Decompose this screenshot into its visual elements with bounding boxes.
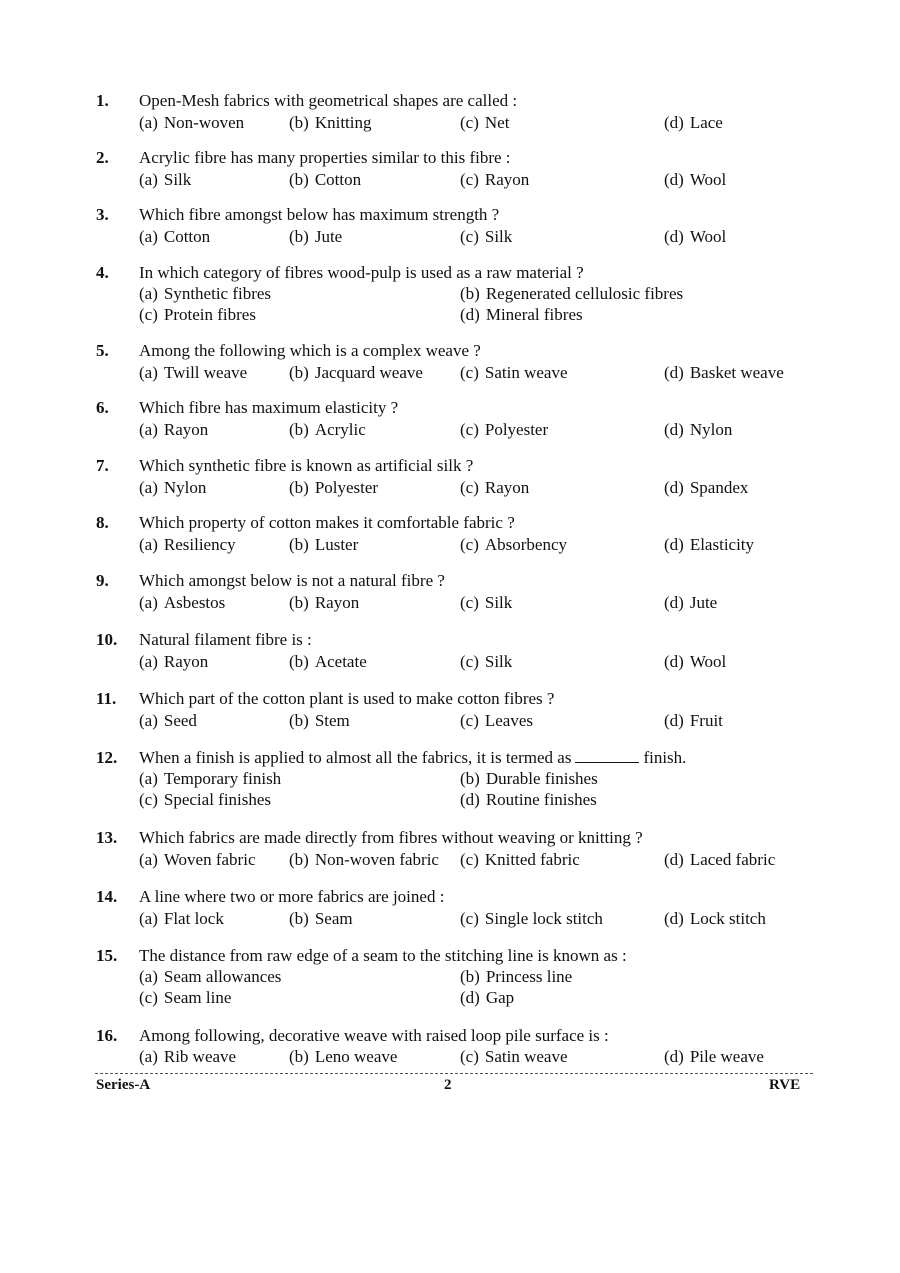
option-a xyxy=(139,113,244,133)
question-text: The distance from raw edge of a seam to the stitching line is known as : xyxy=(139,946,627,965)
option-text: Rib weave xyxy=(163,1047,237,1066)
option-text: Jute xyxy=(689,593,718,612)
option-text: Protein fibres xyxy=(163,305,256,324)
option-d xyxy=(664,170,726,190)
option-d xyxy=(664,652,726,672)
option-text: Temporary finish xyxy=(163,769,282,788)
option-label: (b) xyxy=(460,284,480,303)
option-label: (d) xyxy=(664,420,684,439)
question-number: 11. xyxy=(96,689,117,708)
option-a xyxy=(139,284,271,304)
option-text: Silk xyxy=(163,170,192,189)
question-number: 12. xyxy=(96,748,118,767)
option-label: (b) xyxy=(289,593,309,612)
option-label: (d) xyxy=(664,1047,684,1066)
option-d xyxy=(460,305,583,325)
question-text: Natural filament fibre is : xyxy=(139,630,312,649)
option-text: Twill weave xyxy=(163,363,248,382)
option-c xyxy=(460,478,529,498)
option-label: (c) xyxy=(139,305,158,324)
question-text: Among the following which is a complex weave ? xyxy=(139,341,481,360)
option-label: (a) xyxy=(139,363,158,382)
option-d xyxy=(664,227,726,247)
option-a xyxy=(139,535,236,555)
option-label: (c) xyxy=(139,988,158,1007)
option-a xyxy=(139,478,206,498)
option-a xyxy=(139,593,225,613)
question-text-before: When a finish is applied to almost all the fabrics, it is termed as xyxy=(139,748,572,767)
option-text: Non-woven xyxy=(163,113,245,132)
option-text: Wool xyxy=(689,170,727,189)
option-text: Rayon xyxy=(314,593,360,612)
option-a xyxy=(139,769,281,789)
option-label: (c) xyxy=(460,593,479,612)
option-text: Special finishes xyxy=(163,790,272,809)
option-d xyxy=(664,363,784,383)
option-text: Luster xyxy=(314,535,359,554)
option-label: (b) xyxy=(460,769,480,788)
question-text: Open-Mesh fabrics with geometrical shapes are called : xyxy=(139,91,518,110)
option-label: (b) xyxy=(289,711,309,730)
option-c xyxy=(460,363,567,383)
page-number: 2 xyxy=(444,1077,452,1093)
option-label: (c) xyxy=(460,478,479,497)
option-text: Satin weave xyxy=(484,363,568,382)
option-text: Knitting xyxy=(314,113,372,132)
option-c xyxy=(460,1047,567,1067)
question-number: 5. xyxy=(96,341,109,360)
option-label: (b) xyxy=(460,967,480,986)
option-c xyxy=(139,305,256,325)
option-c xyxy=(460,652,512,672)
option-b xyxy=(289,1047,397,1067)
option-label: (d) xyxy=(664,535,684,554)
option-label: (d) xyxy=(460,790,480,809)
option-label: (d) xyxy=(664,850,684,869)
option-c xyxy=(139,790,271,810)
option-text: Seam allowances xyxy=(163,967,282,986)
option-text: Leno weave xyxy=(314,1047,398,1066)
question-text: A line where two or more fabrics are joined : xyxy=(139,887,445,906)
option-text: Laced fabric xyxy=(689,850,776,869)
option-label: (b) xyxy=(289,535,309,554)
question-number: 7. xyxy=(96,456,109,475)
option-text: Silk xyxy=(484,593,513,612)
option-text: Wool xyxy=(689,227,727,246)
option-b xyxy=(289,652,367,672)
option-d xyxy=(664,535,754,555)
question-number: 3. xyxy=(96,205,109,224)
option-label: (d) xyxy=(664,652,684,671)
option-d xyxy=(460,790,597,810)
question-number: 16. xyxy=(96,1026,118,1045)
option-text: Synthetic fibres xyxy=(163,284,272,303)
option-c xyxy=(460,170,529,190)
option-a xyxy=(139,967,281,987)
option-b xyxy=(289,478,378,498)
option-text: Pile weave xyxy=(689,1047,764,1066)
option-label: (d) xyxy=(664,113,684,132)
option-label: (b) xyxy=(289,652,309,671)
question-number: 6. xyxy=(96,398,109,417)
question-text: Among following, decorative weave with raised loop pile surface is : xyxy=(139,1026,609,1045)
option-text: Non-woven fabric xyxy=(314,850,439,869)
option-c xyxy=(460,113,509,133)
option-text: Flat lock xyxy=(163,909,224,928)
option-c xyxy=(460,535,567,555)
option-label: (b) xyxy=(289,170,309,189)
option-b xyxy=(289,170,361,190)
option-c xyxy=(460,909,603,929)
option-b xyxy=(460,769,598,789)
option-text: Routine finishes xyxy=(485,790,597,809)
option-d xyxy=(664,850,775,870)
option-d xyxy=(664,113,723,133)
question-number: 1. xyxy=(96,91,109,110)
option-text: Jute xyxy=(314,227,343,246)
option-label: (c) xyxy=(460,420,479,439)
option-b xyxy=(289,593,359,613)
option-label: (c) xyxy=(460,535,479,554)
question-number: 2. xyxy=(96,148,109,167)
option-text: Stem xyxy=(314,711,350,730)
option-text: Fruit xyxy=(689,711,723,730)
option-a xyxy=(139,1047,236,1067)
option-label: (a) xyxy=(139,227,158,246)
paper-code: RVE xyxy=(769,1077,801,1093)
option-label: (c) xyxy=(460,850,479,869)
option-label: (a) xyxy=(139,850,158,869)
answer-blank xyxy=(575,748,639,763)
option-d xyxy=(460,988,514,1008)
option-label: (d) xyxy=(664,593,684,612)
option-label: (d) xyxy=(460,305,480,324)
option-a xyxy=(139,652,208,672)
option-a xyxy=(139,909,224,929)
option-d xyxy=(664,478,748,498)
option-text: Seam line xyxy=(163,988,232,1007)
option-text: Seam xyxy=(314,909,353,928)
option-b xyxy=(289,363,423,383)
option-c xyxy=(139,988,231,1008)
question-text: Which property of cotton makes it comfortable fabric ? xyxy=(139,513,515,532)
option-label: (d) xyxy=(664,478,684,497)
option-label: (d) xyxy=(664,227,684,246)
option-text: Leaves xyxy=(484,711,534,730)
question-number: 4. xyxy=(96,263,109,282)
option-text: Lock stitch xyxy=(689,909,766,928)
option-text: Rayon xyxy=(484,478,530,497)
option-label: (a) xyxy=(139,967,158,986)
option-text: Seed xyxy=(163,711,197,730)
option-label: (d) xyxy=(664,363,684,382)
option-text: Basket weave xyxy=(689,363,784,382)
option-label: (b) xyxy=(289,420,309,439)
option-text: Mineral fibres xyxy=(485,305,583,324)
option-label: (c) xyxy=(460,227,479,246)
option-label: (a) xyxy=(139,652,158,671)
option-a xyxy=(139,227,210,247)
option-label: (c) xyxy=(139,790,158,809)
option-label: (c) xyxy=(460,711,479,730)
option-label: (b) xyxy=(289,478,309,497)
option-a xyxy=(139,363,247,383)
option-b xyxy=(289,711,350,731)
option-d xyxy=(664,909,766,929)
option-text: Net xyxy=(484,113,510,132)
option-label: (c) xyxy=(460,1047,479,1066)
question-text: Which fibre has maximum elasticity ? xyxy=(139,398,399,417)
option-text: Jacquard weave xyxy=(314,363,423,382)
option-b xyxy=(289,113,372,133)
option-c xyxy=(460,850,580,870)
option-text: Resiliency xyxy=(163,535,236,554)
option-text: Spandex xyxy=(689,478,749,497)
option-text: Silk xyxy=(484,652,513,671)
option-label: (d) xyxy=(664,170,684,189)
option-label: (a) xyxy=(139,593,158,612)
question-number: 14. xyxy=(96,887,118,906)
option-label: (a) xyxy=(139,1047,158,1066)
option-b xyxy=(289,535,358,555)
option-label: (a) xyxy=(139,113,158,132)
option-text: Princess line xyxy=(485,967,573,986)
option-text: Durable finishes xyxy=(485,769,598,788)
option-text: Asbestos xyxy=(163,593,226,612)
option-label: (c) xyxy=(460,113,479,132)
question-text: Which part of the cotton plant is used to make cotton fibres ? xyxy=(139,689,555,708)
question-text: Which fibre amongst below has maximum strength ? xyxy=(139,205,500,224)
option-text: Absorbency xyxy=(484,535,568,554)
option-label: (d) xyxy=(460,988,480,1007)
option-c xyxy=(460,420,548,440)
option-label: (b) xyxy=(289,1047,309,1066)
question-text-after: finish. xyxy=(643,748,687,767)
option-text: Satin weave xyxy=(484,1047,568,1066)
option-b xyxy=(460,284,683,304)
option-label: (b) xyxy=(289,113,309,132)
option-text: Wool xyxy=(689,652,727,671)
option-label: (c) xyxy=(460,909,479,928)
option-label: (c) xyxy=(460,363,479,382)
option-text: Silk xyxy=(484,227,513,246)
option-a xyxy=(139,850,256,870)
option-b xyxy=(289,227,342,247)
option-d xyxy=(664,711,723,731)
option-label: (a) xyxy=(139,478,158,497)
option-text: Knitted fabric xyxy=(484,850,580,869)
option-text: Acetate xyxy=(314,652,367,671)
option-d xyxy=(664,593,717,613)
option-text: Nylon xyxy=(163,478,207,497)
option-b xyxy=(289,420,366,440)
option-text: Lace xyxy=(689,113,723,132)
option-text: Rayon xyxy=(484,170,530,189)
option-text: Elasticity xyxy=(689,535,755,554)
option-label: (a) xyxy=(139,535,158,554)
option-c xyxy=(460,227,512,247)
option-a xyxy=(139,170,191,190)
option-label: (a) xyxy=(139,711,158,730)
option-d xyxy=(664,420,732,440)
option-label: (c) xyxy=(460,652,479,671)
question-number: 9. xyxy=(96,571,109,590)
question-number: 10. xyxy=(96,630,118,649)
question-number: 8. xyxy=(96,513,109,532)
option-label: (b) xyxy=(289,227,309,246)
option-label: (d) xyxy=(664,711,684,730)
option-text: Woven fabric xyxy=(163,850,256,869)
question-text: Which amongst below is not a natural fibre ? xyxy=(139,571,445,590)
option-text: Single lock stitch xyxy=(484,909,603,928)
option-label: (c) xyxy=(460,170,479,189)
option-label: (b) xyxy=(289,909,309,928)
option-b xyxy=(289,909,353,929)
question-number: 15. xyxy=(96,946,118,965)
option-c xyxy=(460,593,512,613)
question-text: Which synthetic fibre is known as artificial silk ? xyxy=(139,456,474,475)
option-label: (a) xyxy=(139,909,158,928)
option-text: Polyester xyxy=(314,478,379,497)
option-text: Regenerated cellulosic fibres xyxy=(485,284,684,303)
option-text: Cotton xyxy=(314,170,362,189)
option-text: Polyester xyxy=(484,420,549,439)
option-text: Gap xyxy=(485,988,515,1007)
option-a xyxy=(139,711,197,731)
option-text: Rayon xyxy=(163,652,209,671)
question-text: In which category of fibres wood-pulp is used as a raw material ? xyxy=(139,263,584,282)
option-text: Rayon xyxy=(163,420,209,439)
series-label: Series-A xyxy=(96,1077,151,1093)
option-label: (b) xyxy=(289,850,309,869)
option-label: (a) xyxy=(139,170,158,189)
option-label: (b) xyxy=(289,363,309,382)
option-label: (a) xyxy=(139,420,158,439)
footer-divider xyxy=(95,1073,813,1074)
question-text: Which fabrics are made directly from fibres without weaving or knitting ? xyxy=(139,828,643,847)
option-a xyxy=(139,420,208,440)
option-text: Nylon xyxy=(689,420,733,439)
option-d xyxy=(664,1047,764,1067)
option-text: Cotton xyxy=(163,227,211,246)
option-label: (d) xyxy=(664,909,684,928)
option-text: Acrylic xyxy=(314,420,366,439)
option-c xyxy=(460,711,533,731)
question-text xyxy=(139,748,686,768)
question-number: 13. xyxy=(96,828,118,847)
question-text: Acrylic fibre has many properties similar to this fibre : xyxy=(139,148,511,167)
option-b xyxy=(460,967,572,987)
option-label: (a) xyxy=(139,284,158,303)
option-label: (a) xyxy=(139,769,158,788)
option-b xyxy=(289,850,439,870)
